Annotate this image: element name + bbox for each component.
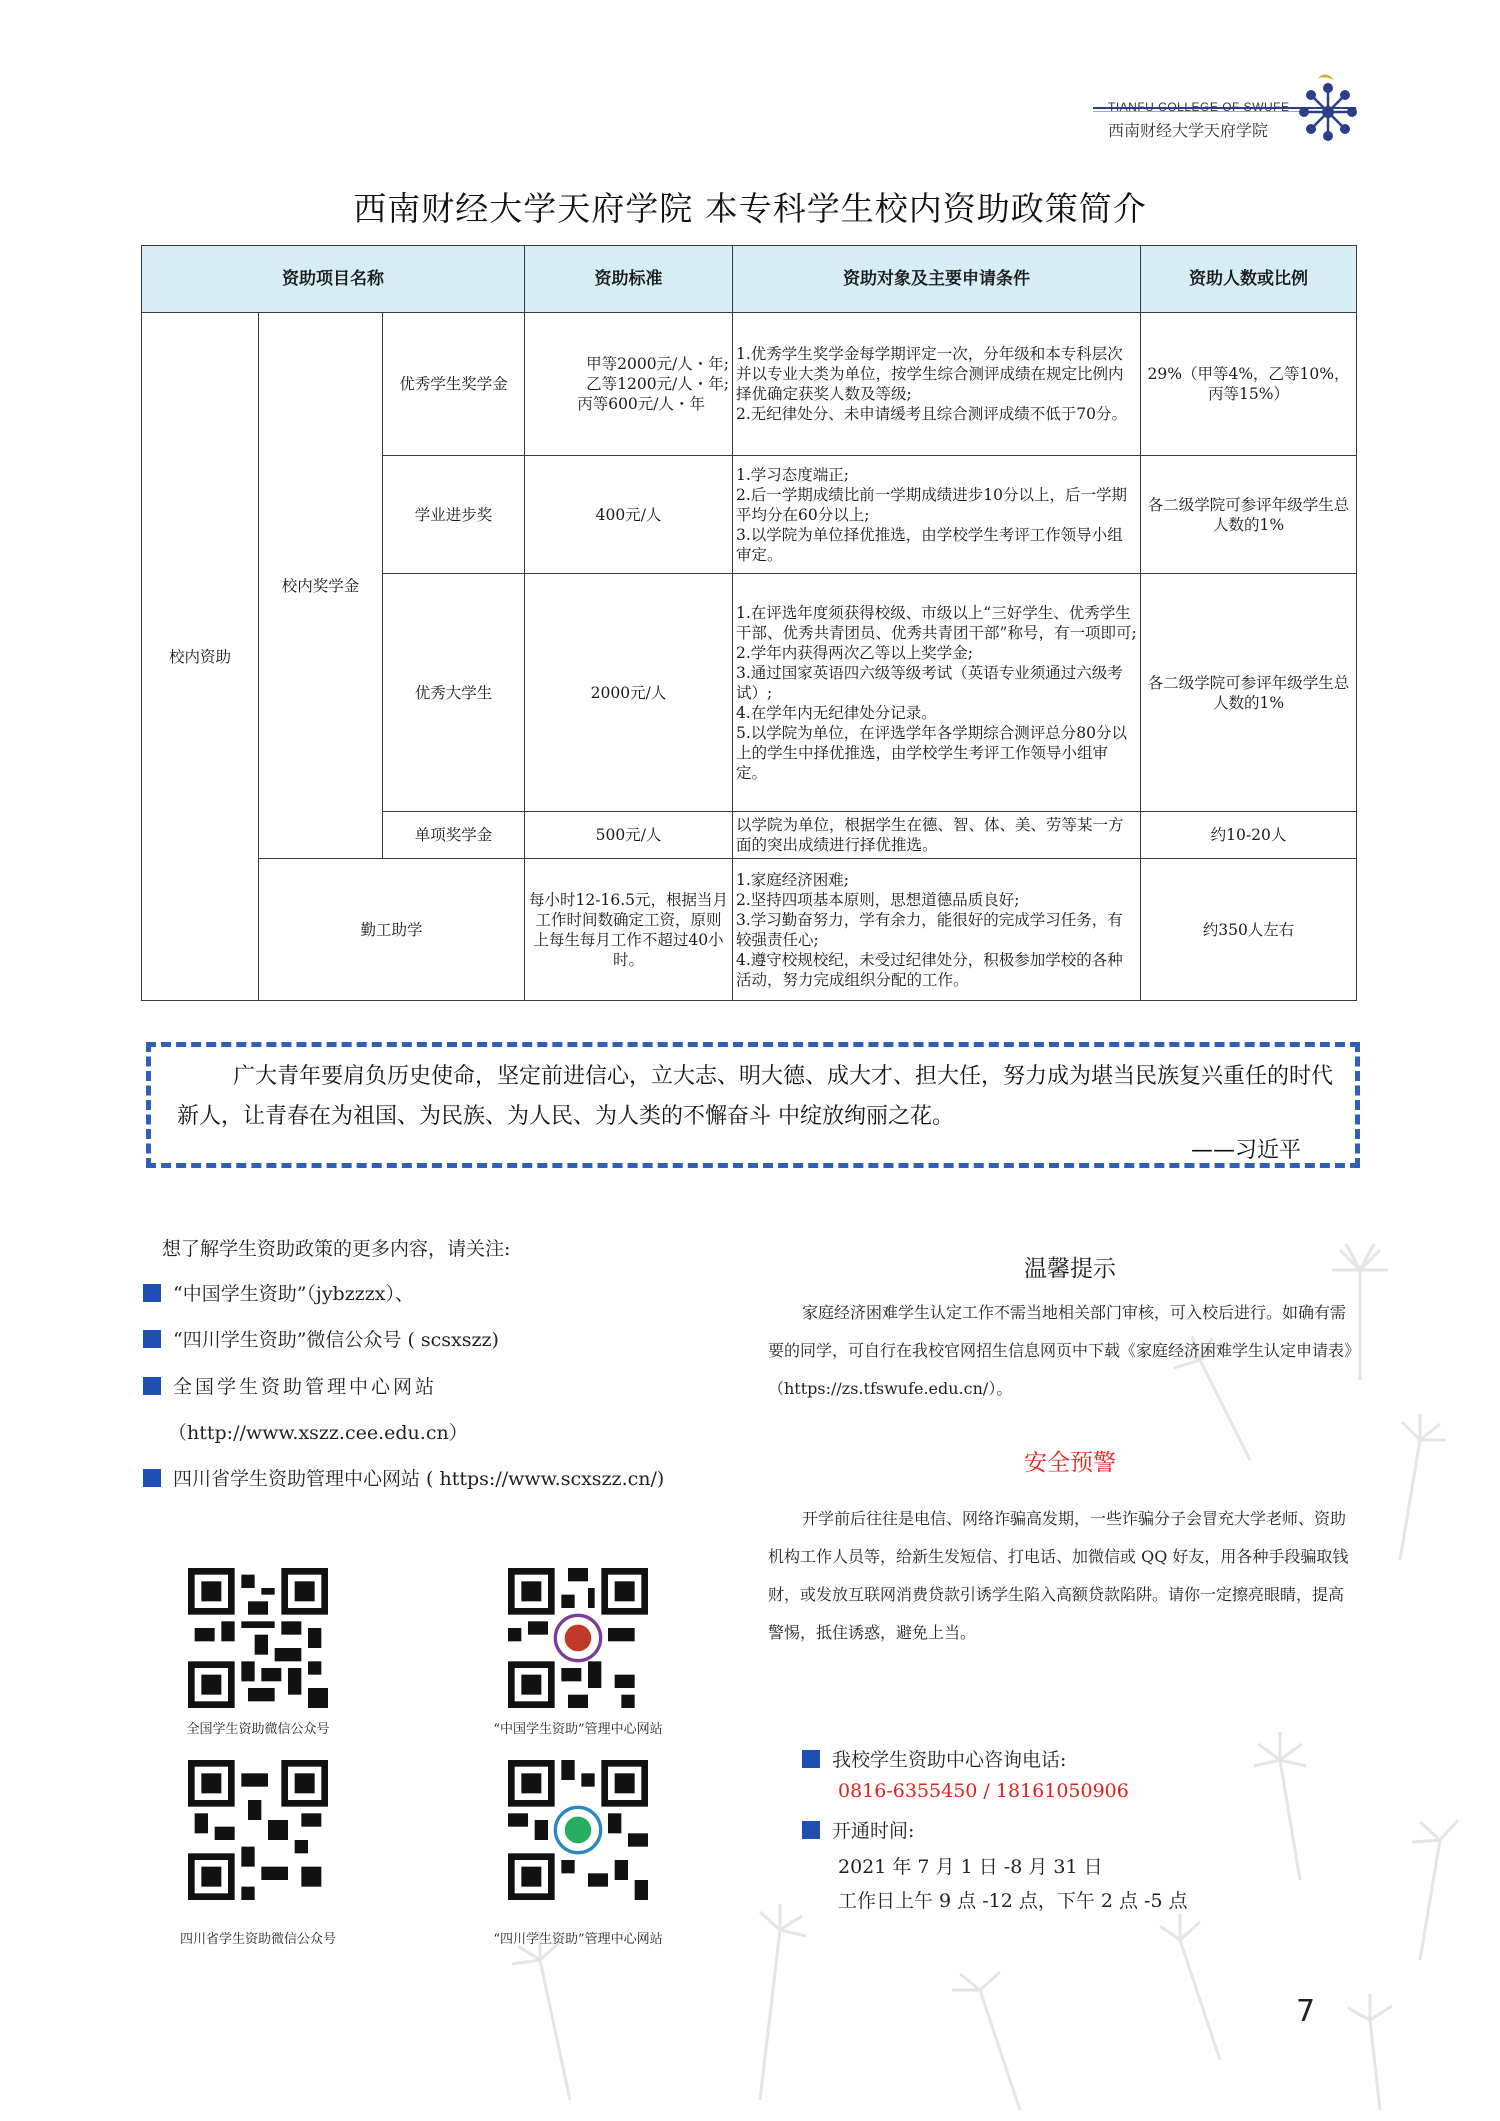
condition-line: 2.后一学期成绩比前一学期成绩进步10分以上，后一学期平均分在60分以上; (736, 485, 1128, 524)
contact-hours-label-text: 开通时间: (832, 1820, 915, 1842)
standard-line: 丙等600元/人・年 (577, 395, 706, 413)
table-row (142, 859, 1357, 1001)
quote-text: 广大青年要肩负历史使命，坚定前进信心，立大志、明大德、成大才、担大任，努力成为堪当民族复兴重任的时代新人，让青春在为祖国、为民族、为人民、为人类的不懈奋斗 中绽放绚丽之花。 (177, 1064, 1334, 1129)
contact-phone-label-text: 我校学生资助中心咨询电话: (832, 1749, 1067, 1771)
conditions-cell (733, 859, 1141, 1001)
bullet-square-icon (143, 1330, 161, 1348)
header-cn: 西南财经大学天府学院 (1108, 121, 1269, 140)
condition-line: 4.遵守校规校纪，未受过纪律处分，积极参加学校的各种活动，努力完成组织分配的工作。 (736, 950, 1123, 989)
follow-item-text: 全国学生资助管理中心网站 (173, 1376, 438, 1398)
tips-title: 温馨提示 (1024, 1256, 1116, 1282)
conditions-cell: 以学院为单位，根据学生在德、智、体、美、劳等某一方面的突出成绩进行择优推选。 (733, 812, 1141, 859)
condition-line: 3.通过国家英语四六级等级考试（英语专业须通过六级考试）; (736, 663, 1123, 702)
condition-line: 3.学习勤奋努力，学有余力，能很好的完成学习任务，有较强责任心; (736, 910, 1123, 949)
item-name-cell: 优秀大学生 (383, 574, 525, 812)
follow-item (143, 1325, 499, 1352)
aid-policy-table (141, 245, 1357, 1001)
follow-item-text: “四川学生资助”微信公众号 ( scsxszz) (173, 1329, 499, 1351)
follow-item-url[interactable]: （http://www.xszz.cee.edu.cn） (168, 1422, 468, 1444)
warning-title: 安全预警 (1024, 1450, 1116, 1476)
condition-line: 1.在评选年度须获得校级、市级以上“三好学生、优秀学生干部、优秀共青团员、优秀共青团干部”称号，有一项即可; (736, 603, 1137, 642)
page-number: 7 (1296, 1994, 1316, 2029)
header-cell: 资助项目名称 (142, 246, 525, 313)
standard-cell: 500元/人 (525, 812, 733, 859)
quota-cell: 各二级学院可参评年级学生总人数的1% (1141, 574, 1357, 812)
bullet-square-icon (802, 1750, 820, 1768)
condition-line: 4.在学年内无纪律处分记录。 (736, 703, 937, 722)
bullet-square-icon (143, 1284, 161, 1302)
standard-cell (525, 313, 733, 456)
qr-caption: 四川省学生资助微信公众号 (179, 1932, 336, 1947)
follow-intro: 想了解学生资助政策的更多内容，请关注: (162, 1238, 511, 1260)
contact-hours: 工作日上午 9 点 -12 点，下午 2 点 -5 点 (838, 1890, 1188, 1912)
item-name-cell: 优秀学生奖学金 (383, 313, 525, 456)
standard-cell: 400元/人 (525, 456, 733, 574)
tips-text: 家庭经济困难学生认定工作不需当地相关部门审核，可入校后进行。如确有需要的同学，可自行在我校官网招生信息网页中下载《家庭经济困难学生认定申请表》（https://zs.tfswufe.edu.cn/）。 (768, 1303, 1353, 1398)
qr-code-icon (508, 1760, 648, 1900)
conditions-cell (733, 313, 1141, 456)
standard-cell: 每小时12-16.5元，根据当月工作时间数确定工资，原则上每生每月工作不超过40小时。 (525, 859, 733, 1001)
qr-code-icon (188, 1760, 328, 1900)
item-name-cell: 勤工助学 (259, 859, 525, 1001)
quote-box (146, 1042, 1360, 1168)
condition-line: 3.以学院为单位择优推选，由学校学生考评工作领导小组审定。 (736, 525, 1123, 564)
follow-item-text: “中国学生资助”（jybzzzx）、 (173, 1283, 414, 1305)
header-cell: 资助对象及主要申请条件 (733, 246, 1141, 313)
follow-item (143, 1279, 414, 1306)
conditions-cell (733, 456, 1141, 574)
table-row (142, 313, 1357, 456)
standard-cell: 2000元/人 (525, 574, 733, 812)
qr-caption: “中国学生资助”管理中心网站 (493, 1722, 663, 1737)
bullet-square-icon (143, 1377, 161, 1395)
condition-line: 2.坚持四项基本原则，思想道德品质良好; (736, 890, 1020, 909)
quota-cell: 各二级学院可参评年级学生总人数的1% (1141, 456, 1357, 574)
qr-caption: “四川学生资助”管理中心网站 (493, 1932, 663, 1947)
header-cell: 资助标准 (525, 246, 733, 313)
qr-caption: 全国学生资助微信公众号 (186, 1722, 330, 1737)
page-title: 西南财经大学天府学院 本专科学生校内资助政策简介 (353, 189, 1147, 228)
follow-item-text[interactable]: 四川省学生资助管理中心网站 ( https://www.scxszz.cn/) (173, 1468, 665, 1490)
quote-author: ——习近平 (1190, 1138, 1301, 1163)
contact-dates: 2021 年 7 月 1 日 -8 月 31 日 (838, 1856, 1103, 1878)
conditions-cell (733, 574, 1141, 812)
quota-cell: 约10-20人 (1141, 812, 1357, 859)
condition-line: 1.学习态度端正; (736, 465, 850, 484)
category-cell: 校内资助 (142, 313, 259, 1001)
condition-line: 2.无纪律处分、未申请缓考且综合测评成绩不低于70分。 (736, 405, 1128, 423)
qr-code-icon (188, 1568, 328, 1708)
condition-line: 5.以学院为单位，在评选学年各学期综合测评总分80分以上的学生中择优推选，由学校学生考评工作领导小组审定。 (736, 723, 1128, 782)
condition-line: 2.学年内获得两次乙等以上奖学金; (736, 643, 974, 662)
condition-line: 1.优秀学生奖学金每学期评定一次，分年级和本专科层次并以专业大类为单位，按学生综合测评成绩在规定比例内择优确定获奖人数及等级; (736, 345, 1124, 403)
contact-hours-label (802, 1816, 914, 1843)
quota-cell: 29%（甲等4%，乙等10%，丙等15%） (1141, 313, 1357, 456)
table-header-row (142, 246, 1357, 313)
college-logo (1288, 72, 1368, 152)
condition-line: 1.家庭经济困难; (736, 870, 850, 889)
follow-item (143, 1372, 437, 1399)
bullet-square-icon (143, 1469, 161, 1487)
contact-phones[interactable]: 0816-6355450 / 18161050906 (838, 1780, 1129, 1802)
warning-text: 开学前后往往是电信、网络诈骗高发期，一些诈骗分子会冒充大学老师、资助机构工作人员等，给新生发短信、打电话、加微信或 QQ 好友，用各种手段骗取钱财，或发放互联网消费贷款引诱学生陷入高额贷款陷阱。请你一定擦亮眼睛，提高警惕，抵住诱惑，避免上当。 (768, 1509, 1349, 1642)
subcategory-cell: 校内奖学金 (259, 313, 383, 859)
standard-line: 甲等2000元/人・年; (586, 355, 730, 373)
quota-cell: 约350人左右 (1141, 859, 1357, 1001)
item-name-cell: 单项奖学金 (383, 812, 525, 859)
contact-phone-label (802, 1745, 1066, 1772)
follow-item (143, 1464, 664, 1491)
standard-line: 乙等1200元/人・年; (586, 375, 730, 393)
qr-code-icon (508, 1568, 648, 1708)
header-cell: 资助人数或比例 (1141, 246, 1357, 313)
item-name-cell: 学业进步奖 (383, 456, 525, 574)
bullet-square-icon (802, 1821, 820, 1839)
